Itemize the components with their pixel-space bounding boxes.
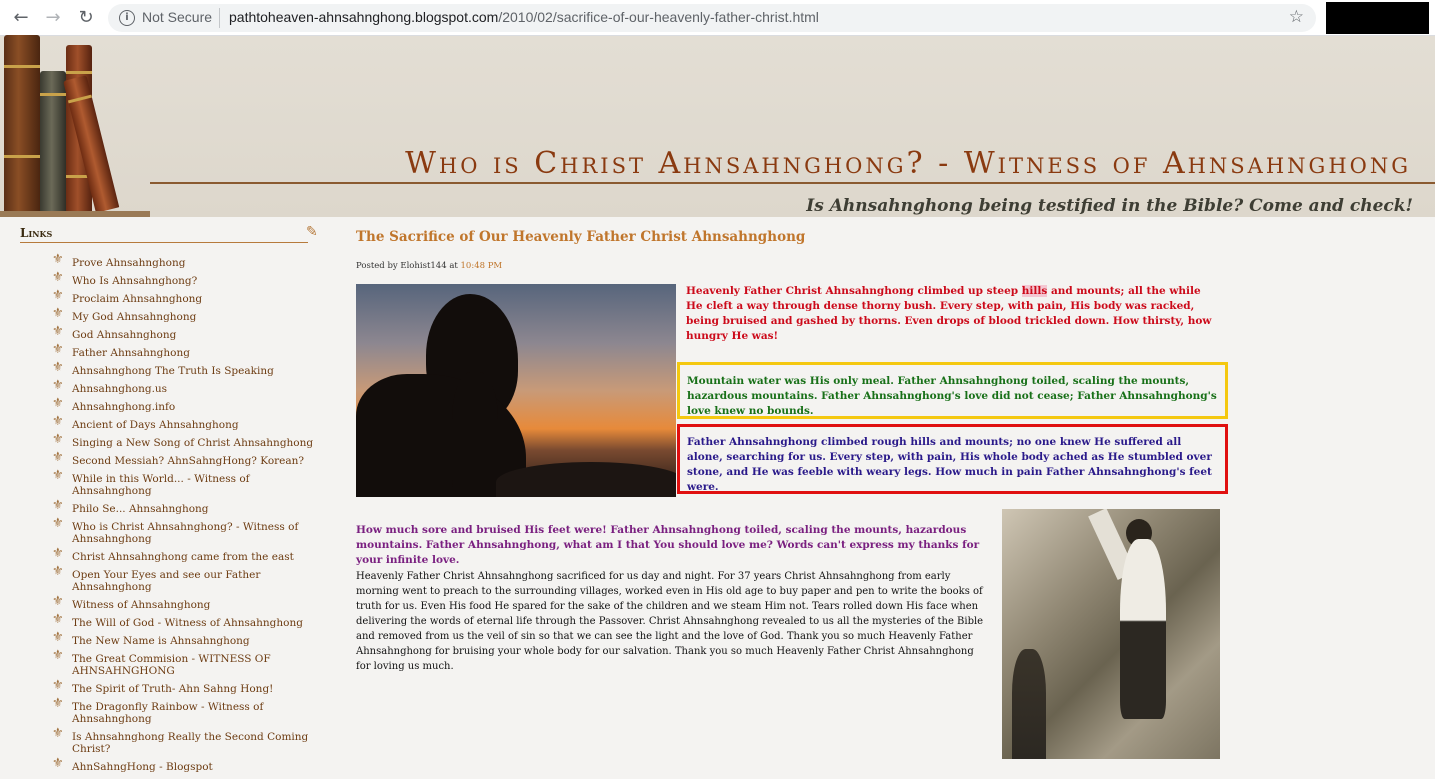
body-paragraph: Heavenly Father Christ Ahnsahnghong sacrificed for us day and night. For 37 years Christ Ahnsahnghong from early morning went to preach to the surrounding villages, worked even in His old age to buy paper and pen to write the books of truth for us. Even His food He spared for the sake of the children and we steam Him not. Tears rolled down His face when delivering the words of eternal life through the Passover. Christ Ahnsahnghong revealed to us all the mysteries of the Bible and removed from us the veil of sin so that we can see the light and the love of God. Thank you so much Heavenly Father Ahnsahnghong for bruising your whole body for our salvation. Thank you so much Heavenly Father Christ Ahnsahnghong for loving us much. [356,571,984,672]
sidebar-links [20,226,325,779]
blog-description: Is Ahnsahnghong being testified in the Bible? Come and check! [806,196,1413,216]
fleur-bullet-icon: ⚜ [52,564,64,579]
sidebar-link[interactable] [20,342,325,359]
highlighted-word: hills [1021,285,1048,297]
info-icon[interactable]: i [119,10,135,26]
sidebar-heading: Links [20,226,308,243]
sidebar-link[interactable] [20,612,325,629]
forward-arrow-icon[interactable]: → [45,7,61,28]
sidebar-link[interactable] [20,696,325,725]
sidebar-link-label: Open Your Eyes and see our Father Ahnsahnghong [72,569,261,593]
fleur-bullet-icon: ⚜ [52,378,64,393]
sidebar-link-label: Christ Ahnsahnghong came from the east [72,551,294,563]
fleur-bullet-icon: ⚜ [52,648,64,663]
sidebar-link-label: The Will of God - Witness of Ahnsahnghong [72,617,303,629]
sidebar-link[interactable] [20,564,325,593]
sidebar-link[interactable] [20,324,325,341]
sidebar-link-label: Ancient of Days Ahnsahnghong [72,419,239,431]
sidebar-link[interactable] [20,630,325,647]
fleur-bullet-icon: ⚜ [52,516,64,531]
fleur-bullet-icon: ⚜ [52,270,64,285]
red-bordered-paragraph: Father Ahnsahnghong climbed rough hills and mounts; no one knew He suffered all alone, searching for us. Every step, with pain, His whole body ached as He stumbled over stone, and He was feeble with weary legs. How much in pain Father Ahnsahnghong's feet were. [677,424,1228,494]
sidebar-link-label: Second Messiah? AhnSahngHong? Korean? [72,455,305,467]
sidebar-link[interactable] [20,450,325,467]
sidebar-link-label: The Spirit of Truth- Ahn Sahng Hong! [72,683,274,695]
sidebar-link-label: AhnSahngHong - Blogspot [72,761,213,773]
purple-paragraph: How much sore and bruised His feet were! Father Ahnsahnghong toiled, scaling the mounts, hazardous mountains. Father Ahnsahnghong, what am I that You should love me? Words can't express my thanks for your infinite love. [356,524,980,566]
sidebar-link[interactable] [20,306,325,323]
praying-silhouette-image [356,284,676,497]
blog-header [0,36,1435,217]
fleur-bullet-icon: ⚜ [52,360,64,375]
url-separator [219,8,220,28]
sidebar-link-label: Father Ahnsahnghong [72,347,190,359]
sidebar-link-label: The Great Commision - WITNESS OF AHNSAHNGHONG [72,653,271,677]
sidebar-link[interactable] [20,678,325,695]
sidebar-link-label: Ahnsahnghong.us [72,383,168,395]
fleur-bullet-icon: ⚜ [52,498,64,513]
fleur-bullet-icon: ⚜ [52,342,64,357]
sidebar-link[interactable] [20,270,325,287]
fleur-bullet-icon: ⚜ [52,414,64,429]
sidebar-link[interactable] [20,516,325,545]
sidebar-link[interactable] [20,396,325,413]
sidebar-link-label: Ahnsahnghong.info [72,401,176,413]
sidebar-link-label: While in this World... - Witness of Ahnsahnghong [72,473,250,497]
book-spine [4,35,40,213]
links-list [20,252,325,773]
sidebar-link-label: God Ahnsahnghong [72,329,177,341]
back-arrow-icon[interactable]: ← [13,7,29,28]
fleur-bullet-icon: ⚜ [52,450,64,465]
sidebar-link-label: Is Ahnsahnghong Really the Second Coming Christ? [72,731,309,755]
fleur-bullet-icon: ⚜ [52,252,64,267]
books-illustration [0,36,150,217]
sidebar-link-label: Who is Christ Ahnsahnghong? - Witness of Ahnsahnghong [72,521,299,545]
sidebar-link[interactable] [20,288,325,305]
sidebar-link[interactable] [20,498,325,515]
fleur-bullet-icon: ⚜ [52,432,64,447]
sidebar-link[interactable] [20,468,325,497]
fleur-bullet-icon: ⚜ [52,726,64,741]
browser-toolbar [0,0,1435,36]
url-host: pathtoheaven-ahnsahnghong.blogspot.com [229,9,499,25]
book-spine [40,71,66,213]
fleur-bullet-icon: ⚜ [52,696,64,711]
sidebar-link-label: Philo Se... Ahnsahnghong [72,503,209,515]
url-path: /2010/02/sacrifice-of-our-heavenly-father-christ.html [498,9,819,25]
post-timestamp[interactable]: 10:48 PM [460,261,503,271]
shelf [0,211,150,217]
sidebar-link[interactable] [20,378,325,395]
sidebar-link-label: Singing a New Song of Christ Ahnsahnghong [72,437,314,449]
fleur-bullet-icon: ⚜ [52,288,64,303]
sidebar-link[interactable] [20,432,325,449]
profile-area[interactable] [1326,2,1429,34]
sidebar-link-label: My God Ahnsahnghong [72,311,197,323]
sidebar-link-label: The New Name is Ahnsahnghong [72,635,250,647]
fleur-bullet-icon: ⚜ [52,612,64,627]
edit-pen-icon[interactable]: ✎ [306,224,318,240]
sidebar-link-label: Ahnsahnghong The Truth Is Speaking [72,365,274,377]
sidebar-link-label: Prove Ahnsahnghong [72,257,186,269]
fleur-bullet-icon: ⚜ [52,468,64,483]
url-text[interactable] [229,9,819,25]
fleur-bullet-icon: ⚜ [52,324,64,339]
sidebar-link[interactable] [20,414,325,431]
fleur-bullet-icon: ⚜ [52,546,64,561]
fleur-bullet-icon: ⚜ [52,630,64,645]
post-title[interactable]: The Sacrifice of Our Heavenly Father Christ Ahnsahnghong [356,229,806,245]
sidebar-link-label: Who Is Ahnsahnghong? [72,275,198,287]
sidebar-link[interactable] [20,252,325,269]
sidebar-link[interactable] [20,546,325,563]
sidebar-link-label: The Dragonfly Rainbow - Witness of Ahnsahnghong [72,701,264,725]
fleur-bullet-icon: ⚜ [52,756,64,771]
post-author: Posted by Elohist144 at [356,261,458,271]
sidebar-link[interactable] [20,648,325,677]
address-bar[interactable] [108,4,1316,32]
fleur-bullet-icon: ⚜ [52,306,64,321]
sidebar-link-label: Proclaim Ahnsahnghong [72,293,203,305]
fleur-bullet-icon: ⚜ [52,678,64,693]
sidebar-link[interactable] [20,756,325,773]
header-divider [150,182,1435,184]
blog-title[interactable]: Who is Christ Ahnsahnghong? - Witness of Ahnsahnghong [405,146,1411,181]
bookmark-star-icon[interactable]: ☆ [1288,7,1304,27]
sidebar-link[interactable] [20,594,325,611]
sidebar-link-label: Witness of Ahnsahnghong [72,599,211,611]
fleur-bullet-icon: ⚜ [52,396,64,411]
security-label: Not Secure [142,9,213,25]
yellow-bordered-paragraph: Mountain water was His only meal. Father Ahnsahnghong toiled, scaling the mounts, hazardous mountains. Father Ahnsahnghong's love did not cease; Father Ahnsahnghong's love knew no bounds. [677,362,1228,419]
reload-icon[interactable]: ↻ [78,7,94,28]
sidebar-link[interactable] [20,360,325,377]
fleur-bullet-icon: ⚜ [52,594,64,609]
red-paragraph: Heavenly Father Christ Ahnsahnghong climbed up steep hills and mounts; all the while He cleft a way through dense thorny bush. Every step, with pain, His body was racked, being bruised and gashed by thorns. Even drops of blood trickled down. How thirsty, how hungry He was! [686,285,1212,342]
sidebar-link[interactable] [20,726,325,755]
workers-photo [1002,509,1220,759]
post-meta [356,261,502,271]
